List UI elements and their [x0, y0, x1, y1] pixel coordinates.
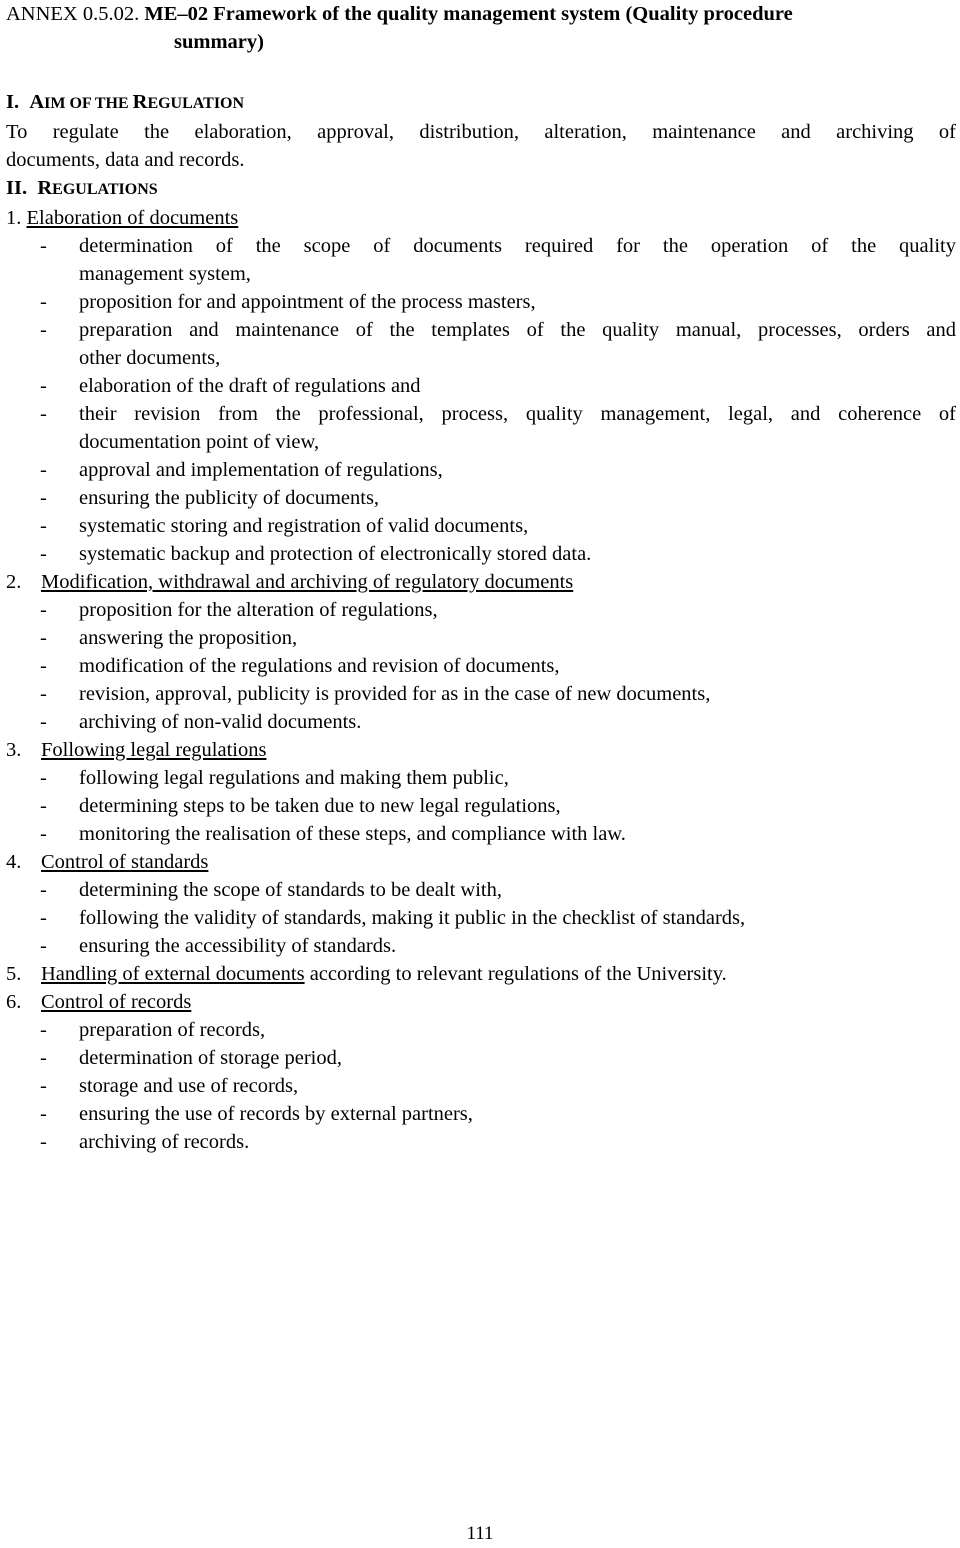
list-item — [6, 540, 956, 568]
page-number: 111 — [466, 1523, 494, 1544]
section-title: Handling of external documents — [41, 963, 305, 985]
list-item-text: modification of the regulations and revision of documents, — [79, 655, 560, 677]
list-item-text: monitoring the realisation of these steps, and compliance with law. — [79, 823, 626, 845]
list-item — [6, 1128, 956, 1156]
bullet-list — [6, 1016, 956, 1156]
section-title: Modification, withdrawal and archiving of regulatory documents — [41, 571, 574, 593]
annex-label: ANNEX 0.5.02. — [6, 3, 140, 25]
bullet-dash: - — [40, 319, 47, 341]
section-title: Elaboration of documents — [26, 207, 239, 229]
list-item — [6, 512, 956, 540]
bullet-dash: - — [40, 403, 47, 425]
title-text: ME–02 Framework of the quality management system (Quality procedure — [144, 3, 793, 25]
bullet-dash: - — [40, 515, 47, 537]
section-heading — [6, 848, 956, 876]
list-item — [6, 680, 956, 708]
bullet-dash: - — [40, 1131, 47, 1153]
bullet-dash: - — [40, 795, 47, 817]
list-item — [6, 596, 956, 624]
list-item — [6, 232, 956, 288]
regulation-section — [6, 848, 956, 960]
list-item-text: preparation of records, — [79, 1019, 266, 1041]
regulation-section — [6, 960, 956, 988]
list-item-text-continued: other documents, — [79, 347, 221, 369]
section-number: 2. — [6, 571, 22, 593]
regulation-section — [6, 988, 956, 1156]
bullet-dash: - — [40, 599, 47, 621]
regulation-section — [6, 736, 956, 848]
bullet-dash: - — [40, 907, 47, 929]
bullet-dash: - — [40, 1019, 47, 1041]
section-title: Control of standards — [41, 851, 209, 873]
list-item-text: determining the scope of standards to be dealt with, — [79, 879, 502, 901]
bullet-dash: - — [40, 823, 47, 845]
list-item-text: determining steps to be taken due to new legal regulations, — [79, 795, 561, 817]
list-item-text: approval and implementation of regulations, — [79, 459, 443, 481]
document-body — [6, 88, 956, 1156]
list-item-text: proposition for and appointment of the process masters, — [79, 291, 536, 313]
regulation-section — [6, 204, 956, 568]
list-item-text: ensuring the accessibility of standards. — [79, 935, 397, 957]
list-item-text: archiving of records. — [79, 1131, 250, 1153]
list-item-text: ensuring the publicity of documents, — [79, 487, 380, 509]
list-item — [6, 288, 956, 316]
bullet-dash: - — [40, 655, 47, 677]
list-item-text: following the validity of standards, making it public in the checklist of standards, — [79, 907, 746, 929]
title-line-1 — [6, 0, 956, 28]
section-heading — [6, 960, 956, 988]
list-item — [6, 876, 956, 904]
list-item-text: determination of storage period, — [79, 1047, 342, 1069]
section-number: 5. — [6, 963, 22, 985]
bullet-dash: - — [40, 1075, 47, 1097]
list-item — [6, 1044, 956, 1072]
list-item-text: systematic backup and protection of electronically stored data. — [79, 543, 592, 565]
title-line-2: summary) — [174, 31, 264, 53]
section-heading — [6, 736, 956, 764]
list-item-text-continued: documentation point of view, — [79, 431, 320, 453]
bullet-list — [6, 596, 956, 736]
bullet-list — [6, 764, 956, 848]
section-number: 4. — [6, 851, 22, 873]
list-item — [6, 456, 956, 484]
bullet-dash: - — [40, 235, 47, 257]
regulations-heading: II. REGULATIONS — [6, 177, 158, 199]
list-item — [6, 932, 956, 960]
section-heading — [6, 204, 956, 232]
bullet-dash: - — [40, 543, 47, 565]
section-heading — [6, 988, 956, 1016]
bullet-dash: - — [40, 291, 47, 313]
list-item-text: their revision from the professional, process, quality management, legal, and coherence of — [79, 403, 956, 425]
bullet-list — [6, 232, 956, 568]
list-item — [6, 820, 956, 848]
list-item — [6, 1016, 956, 1044]
list-item-text: answering the proposition, — [79, 627, 298, 649]
section-number: 6. — [6, 991, 22, 1013]
bullet-dash: - — [40, 459, 47, 481]
aim-heading: I. AIM OF THE REGULATION — [6, 91, 245, 113]
list-item-text: systematic storing and registration of valid documents, — [79, 515, 529, 537]
document-title — [6, 0, 956, 56]
list-item — [6, 372, 956, 400]
bullet-dash: - — [40, 711, 47, 733]
list-item-text: elaboration of the draft of regulations and — [79, 375, 421, 397]
list-item-text: following legal regulations and making them public, — [79, 767, 509, 789]
bullet-dash: - — [40, 1103, 47, 1125]
list-item-text: ensuring the use of records by external partners, — [79, 1103, 473, 1125]
section-title-suffix: according to relevant regulations of the University. — [304, 963, 727, 985]
bullet-list — [6, 876, 956, 960]
list-item-text: revision, approval, publicity is provided for as in the case of new documents, — [79, 683, 711, 705]
list-item — [6, 1072, 956, 1100]
list-item-text: determination of the scope of documents required for the operation of the quality — [79, 235, 956, 257]
bullet-dash: - — [40, 879, 47, 901]
list-item — [6, 316, 956, 372]
list-item-text: archiving of non-valid documents. — [79, 711, 362, 733]
list-item-text: proposition for the alteration of regulations, — [79, 599, 438, 621]
list-item-text: preparation and maintenance of the templates of the quality manual, processes, orders and — [79, 319, 956, 341]
list-item-text: storage and use of records, — [79, 1075, 299, 1097]
list-item — [6, 764, 956, 792]
list-item — [6, 652, 956, 680]
bullet-dash: - — [40, 1047, 47, 1069]
bullet-dash: - — [40, 627, 47, 649]
section-title: Following legal regulations — [41, 739, 267, 761]
list-item — [6, 708, 956, 736]
list-item — [6, 400, 956, 456]
bullet-dash: - — [40, 767, 47, 789]
regulation-sections — [6, 204, 956, 1156]
list-item — [6, 792, 956, 820]
bullet-dash: - — [40, 487, 47, 509]
bullet-dash: - — [40, 375, 47, 397]
list-item — [6, 904, 956, 932]
section-title: Control of records — [41, 991, 192, 1013]
section-heading — [6, 568, 956, 596]
aim-text-line-2: documents, data and records. — [6, 149, 245, 171]
section-number: 1. — [6, 207, 22, 229]
regulation-section — [6, 568, 956, 736]
bullet-dash: - — [40, 935, 47, 957]
list-item — [6, 1100, 956, 1128]
list-item — [6, 624, 956, 652]
list-item-text-continued: management system, — [79, 263, 251, 285]
section-number: 3. — [6, 739, 22, 761]
aim-text-line-1: To regulate the elaboration, approval, distribution, alteration, maintenance and archiving of — [6, 121, 956, 143]
list-item — [6, 484, 956, 512]
bullet-dash: - — [40, 683, 47, 705]
